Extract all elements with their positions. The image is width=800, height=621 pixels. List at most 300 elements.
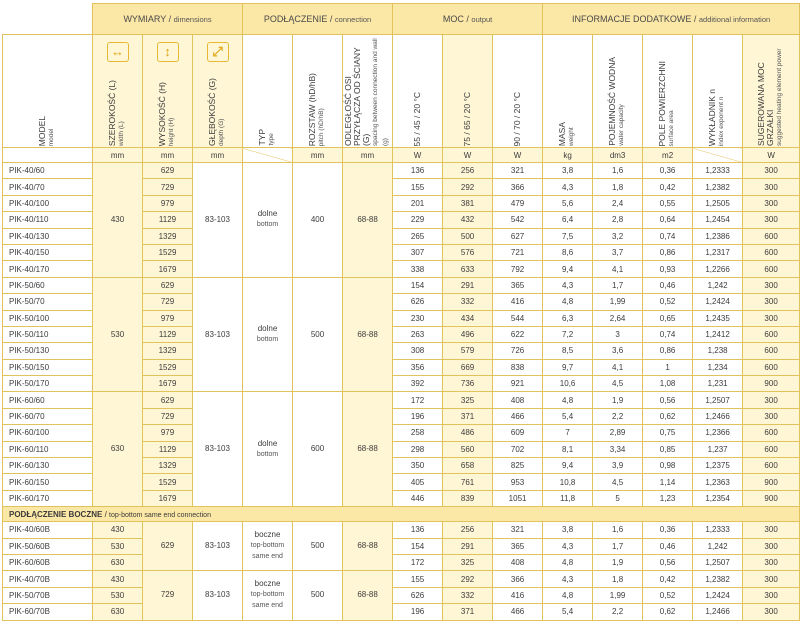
heater-cell: 600 [743, 244, 800, 260]
side-connection-rows [3, 522, 800, 620]
corner-blank [3, 4, 93, 35]
unit-depth: mm [193, 148, 243, 163]
output-75-cell: 332 [443, 587, 493, 603]
model-cell: PIK-40/110 [3, 212, 93, 228]
water-cell: 3,9 [593, 458, 643, 474]
water-cell: 1,9 [593, 554, 643, 570]
output-90-cell: 838 [493, 359, 543, 375]
col-mass: MASA weight [543, 35, 593, 148]
output-55-cell: 230 [393, 310, 443, 326]
width-cell: 530 [93, 538, 143, 554]
output-90-cell: 1051 [493, 490, 543, 506]
model-cell: PIK-40/100 [3, 195, 93, 211]
heater-cell: 300 [743, 554, 800, 570]
surface-cell: 0,62 [643, 408, 693, 424]
heater-cell: 300 [743, 310, 800, 326]
water-cell: 4,1 [593, 261, 643, 277]
unit-heater: W [743, 148, 800, 163]
output-90-cell: 365 [493, 277, 543, 293]
output-90-cell: 366 [493, 179, 543, 195]
col-surface-area: POLE POWIERZCHNI surface area [643, 35, 693, 148]
height-cell: 1679 [143, 490, 193, 506]
output-75-cell: 256 [443, 163, 493, 179]
model-cell: PIK-40/70B [3, 571, 93, 587]
width-cell: 630 [93, 392, 143, 507]
output-55-cell: 172 [393, 554, 443, 570]
col-output-55: 55 / 45 / 20 °C [393, 35, 443, 148]
output-90-cell: 365 [493, 538, 543, 554]
height-cell: 979 [143, 425, 193, 441]
mass-cell: 4,3 [543, 179, 593, 195]
surface-cell: 0,74 [643, 228, 693, 244]
group-additional-info: INFORMACJE DODATKOWE / additional information [543, 4, 800, 35]
mass-cell: 6,4 [543, 212, 593, 228]
col-output-75: 75 / 65 / 20 °C [443, 35, 493, 148]
heater-cell: 300 [743, 163, 800, 179]
pitch-cell: 500 [293, 522, 343, 571]
mass-cell: 4,8 [543, 392, 593, 408]
unit-exponent [693, 148, 743, 163]
mass-cell: 8,1 [543, 441, 593, 457]
exponent-cell: 1,2317 [693, 244, 743, 260]
table-row [3, 587, 800, 603]
exponent-cell: 1,2382 [693, 571, 743, 587]
output-90-cell: 321 [493, 163, 543, 179]
mass-cell: 5,6 [543, 195, 593, 211]
model-cell: PIK-40/130 [3, 228, 93, 244]
output-90-cell: 622 [493, 326, 543, 342]
output-75-cell: 371 [443, 604, 493, 620]
heater-cell: 300 [743, 212, 800, 228]
col-pitch: ROZSTAW (hD/hB) pitch (hD/hB) [293, 35, 343, 148]
heater-cell: 600 [743, 343, 800, 359]
water-cell: 4,5 [593, 376, 643, 392]
col-type: TYP type [243, 35, 293, 148]
heater-cell: 600 [743, 228, 800, 244]
output-55-cell: 229 [393, 212, 443, 228]
exponent-cell: 1,2454 [693, 212, 743, 228]
heater-cell: 300 [743, 277, 800, 293]
output-75-cell: 576 [443, 244, 493, 260]
surface-cell: 0,55 [643, 195, 693, 211]
output-75-cell: 633 [443, 261, 493, 277]
model-cell: PIK-60/170 [3, 490, 93, 506]
exponent-cell: 1,2424 [693, 587, 743, 603]
surface-cell: 0,36 [643, 522, 693, 538]
water-cell: 2,89 [593, 425, 643, 441]
depth-cell: 83-103 [193, 163, 243, 278]
heater-cell: 600 [743, 425, 800, 441]
depth-cell: 83-103 [193, 571, 243, 620]
col-water-capacity: POJEMNOŚĆ WODNA water capacity [593, 35, 643, 148]
water-cell: 1,99 [593, 587, 643, 603]
surface-cell: 0,86 [643, 244, 693, 260]
model-cell: PIK-60/70B [3, 604, 93, 620]
output-75-cell: 432 [443, 212, 493, 228]
output-55-cell: 626 [393, 587, 443, 603]
group-connection: PODŁĄCZENIE / connection [243, 4, 393, 35]
width-cell: 630 [93, 554, 143, 570]
output-55-cell: 446 [393, 490, 443, 506]
width-cell: 630 [93, 604, 143, 620]
mass-cell: 7,5 [543, 228, 593, 244]
output-75-cell: 381 [443, 195, 493, 211]
water-cell: 5 [593, 490, 643, 506]
water-cell: 1,8 [593, 571, 643, 587]
output-75-cell: 332 [443, 294, 493, 310]
mass-cell: 10,8 [543, 474, 593, 490]
height-cell: 729 [143, 571, 193, 620]
surface-cell: 0,56 [643, 554, 693, 570]
exponent-cell: 1,2412 [693, 326, 743, 342]
heater-cell: 300 [743, 538, 800, 554]
output-90-cell: 366 [493, 571, 543, 587]
model-cell: PIK-50/170 [3, 376, 93, 392]
exponent-cell: 1,2333 [693, 163, 743, 179]
unit-output-75: W [443, 148, 493, 163]
exponent-cell: 1,2266 [693, 261, 743, 277]
exponent-cell: 1,2466 [693, 408, 743, 424]
heater-cell: 900 [743, 474, 800, 490]
exponent-cell: 1,2363 [693, 474, 743, 490]
output-55-cell: 338 [393, 261, 443, 277]
spacing-cell: 68-88 [343, 277, 393, 392]
exponent-cell: 1,242 [693, 277, 743, 293]
unit-height: mm [143, 148, 193, 163]
output-75-cell: 736 [443, 376, 493, 392]
width-cell: 430 [93, 163, 143, 278]
model-cell: PIK-60/130 [3, 458, 93, 474]
height-cell: 979 [143, 195, 193, 211]
exponent-cell: 1,234 [693, 359, 743, 375]
mass-cell: 6,3 [543, 310, 593, 326]
output-90-cell: 479 [493, 195, 543, 211]
height-cell: 729 [143, 179, 193, 195]
output-75-cell: 325 [443, 392, 493, 408]
output-75-cell: 658 [443, 458, 493, 474]
height-cell: 979 [143, 310, 193, 326]
exponent-cell: 1,2366 [693, 425, 743, 441]
output-75-cell: 486 [443, 425, 493, 441]
mass-cell: 5,4 [543, 408, 593, 424]
output-55-cell: 308 [393, 343, 443, 359]
col-heater-power: SUGEROWANA MOC GRZAŁKI suggested heating element power [743, 35, 800, 148]
output-75-cell: 292 [443, 179, 493, 195]
surface-cell: 0,36 [643, 163, 693, 179]
output-55-cell: 405 [393, 474, 443, 490]
water-cell: 2,2 [593, 408, 643, 424]
surface-cell: 0,56 [643, 392, 693, 408]
surface-cell: 0,74 [643, 326, 693, 342]
exponent-cell: 1,2375 [693, 458, 743, 474]
width-cell: 530 [93, 587, 143, 603]
heater-cell: 300 [743, 408, 800, 424]
water-cell: 4,1 [593, 359, 643, 375]
output-55-cell: 392 [393, 376, 443, 392]
surface-cell: 0,65 [643, 310, 693, 326]
height-cell: 1129 [143, 212, 193, 228]
water-cell: 2,4 [593, 195, 643, 211]
heater-cell: 300 [743, 587, 800, 603]
unit-mass: kg [543, 148, 593, 163]
height-cell: 729 [143, 294, 193, 310]
group-dimensions: WYMIARY / dimensions [93, 4, 243, 35]
mass-cell: 9,4 [543, 261, 593, 277]
output-75-cell: 325 [443, 554, 493, 570]
output-55-cell: 155 [393, 179, 443, 195]
unit-model [3, 148, 93, 163]
output-90-cell: 953 [493, 474, 543, 490]
pitch-cell: 600 [293, 392, 343, 507]
mass-cell: 9,7 [543, 359, 593, 375]
water-cell: 1,7 [593, 538, 643, 554]
height-cell: 1679 [143, 376, 193, 392]
table-row [3, 538, 800, 554]
water-cell: 3,7 [593, 244, 643, 260]
output-90-cell: 408 [493, 554, 543, 570]
output-90-cell: 466 [493, 604, 543, 620]
table-row [3, 163, 800, 179]
heater-cell: 300 [743, 195, 800, 211]
exponent-cell: 1,2386 [693, 228, 743, 244]
output-90-cell: 609 [493, 425, 543, 441]
col-width: ↔ SZEROKOŚĆ (L) width (L) [93, 35, 143, 148]
unit-output-55: W [393, 148, 443, 163]
horizontal-arrows-icon: ↔ [107, 42, 129, 62]
water-cell: 1,99 [593, 294, 643, 310]
surface-cell: 0,42 [643, 179, 693, 195]
spacing-cell: 68-88 [343, 522, 393, 571]
type-cell: boczne top-bottom same end [243, 522, 293, 571]
exponent-cell: 1,2354 [693, 490, 743, 506]
surface-cell: 0,52 [643, 294, 693, 310]
model-cell: PIK-60/100 [3, 425, 93, 441]
mass-cell: 4,8 [543, 294, 593, 310]
surface-cell: 1,23 [643, 490, 693, 506]
output-55-cell: 155 [393, 571, 443, 587]
surface-cell: 1 [643, 359, 693, 375]
height-cell: 629 [143, 163, 193, 179]
mass-cell: 11,8 [543, 490, 593, 506]
height-cell: 629 [143, 392, 193, 408]
height-cell: 1529 [143, 244, 193, 260]
model-cell: PIK-60/150 [3, 474, 93, 490]
model-cell: PIK-60/70 [3, 408, 93, 424]
model-cell: PIK-50/70B [3, 587, 93, 603]
output-55-cell: 356 [393, 359, 443, 375]
output-55-cell: 258 [393, 425, 443, 441]
heater-cell: 600 [743, 441, 800, 457]
exponent-cell: 1,2333 [693, 522, 743, 538]
mass-cell: 7,2 [543, 326, 593, 342]
output-90-cell: 726 [493, 343, 543, 359]
mass-cell: 3,8 [543, 163, 593, 179]
output-55-cell: 350 [393, 458, 443, 474]
model-cell: PIK-50/110 [3, 326, 93, 342]
water-cell: 2,8 [593, 212, 643, 228]
table-row [3, 522, 800, 538]
mass-cell: 5,4 [543, 604, 593, 620]
mass-cell: 4,3 [543, 277, 593, 293]
model-cell: PIK-50/100 [3, 310, 93, 326]
exponent-cell: 1,242 [693, 538, 743, 554]
spacing-cell: 68-88 [343, 163, 393, 278]
output-55-cell: 172 [393, 392, 443, 408]
surface-cell: 0,98 [643, 458, 693, 474]
output-75-cell: 669 [443, 359, 493, 375]
mass-cell: 4,8 [543, 554, 593, 570]
output-55-cell: 136 [393, 522, 443, 538]
mass-cell: 10,6 [543, 376, 593, 392]
height-cell: 1329 [143, 228, 193, 244]
exponent-cell: 1,238 [693, 343, 743, 359]
output-90-cell: 466 [493, 408, 543, 424]
water-cell: 1,6 [593, 163, 643, 179]
water-cell: 3,6 [593, 343, 643, 359]
output-90-cell: 721 [493, 244, 543, 260]
surface-cell: 0,86 [643, 343, 693, 359]
water-cell: 3,2 [593, 228, 643, 244]
surface-cell: 0,64 [643, 212, 693, 228]
model-cell: PIK-60/60B [3, 554, 93, 570]
output-55-cell: 196 [393, 604, 443, 620]
spacing-cell: 68-88 [343, 571, 393, 620]
mass-cell: 9,4 [543, 458, 593, 474]
depth-cell: 83-103 [193, 392, 243, 507]
table-row [3, 392, 800, 408]
surface-cell: 0,62 [643, 604, 693, 620]
spacing-cell: 68-88 [343, 392, 393, 507]
output-55-cell: 154 [393, 277, 443, 293]
output-75-cell: 291 [443, 277, 493, 293]
exponent-cell: 1,2435 [693, 310, 743, 326]
pitch-cell: 500 [293, 277, 343, 392]
unit-spacing: mm [343, 148, 393, 163]
output-55-cell: 626 [393, 294, 443, 310]
height-cell: 629 [143, 522, 193, 571]
unit-output-90: W [493, 148, 543, 163]
unit-surface: m2 [643, 148, 693, 163]
height-cell: 1529 [143, 474, 193, 490]
mass-cell: 8,6 [543, 244, 593, 260]
output-55-cell: 154 [393, 538, 443, 554]
output-90-cell: 921 [493, 376, 543, 392]
heater-cell: 600 [743, 359, 800, 375]
output-55-cell: 265 [393, 228, 443, 244]
output-90-cell: 408 [493, 392, 543, 408]
output-90-cell: 542 [493, 212, 543, 228]
heater-cell: 600 [743, 458, 800, 474]
heater-cell: 300 [743, 571, 800, 587]
surface-cell: 0,75 [643, 425, 693, 441]
heater-cell: 600 [743, 326, 800, 342]
model-cell: PIK-50/60B [3, 538, 93, 554]
mass-cell: 8,5 [543, 343, 593, 359]
unit-pitch: mm [293, 148, 343, 163]
table-row [3, 554, 800, 570]
water-cell: 3 [593, 326, 643, 342]
mass-cell: 7 [543, 425, 593, 441]
output-75-cell: 496 [443, 326, 493, 342]
pitch-cell: 400 [293, 163, 343, 278]
output-55-cell: 307 [393, 244, 443, 260]
output-90-cell: 792 [493, 261, 543, 277]
output-90-cell: 416 [493, 587, 543, 603]
output-55-cell: 136 [393, 163, 443, 179]
surface-cell: 1,14 [643, 474, 693, 490]
heater-cell: 300 [743, 522, 800, 538]
output-75-cell: 256 [443, 522, 493, 538]
output-75-cell: 761 [443, 474, 493, 490]
model-cell: PIK-50/70 [3, 294, 93, 310]
depth-cell: 83-103 [193, 277, 243, 392]
output-75-cell: 434 [443, 310, 493, 326]
type-cell: dolne bottom [243, 277, 293, 392]
table-row [3, 571, 800, 587]
output-75-cell: 839 [443, 490, 493, 506]
width-cell: 430 [93, 571, 143, 587]
heater-cell: 600 [743, 261, 800, 277]
radiator-spec-table [2, 3, 800, 621]
model-cell: PIK-40/70 [3, 179, 93, 195]
model-cell: PIK-50/130 [3, 343, 93, 359]
bottom-connection-rows [3, 163, 800, 507]
heater-cell: 300 [743, 179, 800, 195]
side-connection-section-title: PODŁĄCZENIE BOCZNE / top-bottom same end connection [3, 507, 800, 522]
mass-cell: 4,3 [543, 571, 593, 587]
exponent-cell: 1,231 [693, 376, 743, 392]
col-spacing: ODLEGŁOŚĆ OSI PRZYŁĄCZA OD ŚCIANY (G) spacing between connection and wall (g) [343, 35, 393, 148]
height-cell: 629 [143, 277, 193, 293]
model-cell: PIK-50/150 [3, 359, 93, 375]
surface-cell: 0,93 [643, 261, 693, 277]
output-75-cell: 371 [443, 408, 493, 424]
exponent-cell: 1,2507 [693, 554, 743, 570]
height-cell: 1679 [143, 261, 193, 277]
output-90-cell: 702 [493, 441, 543, 457]
unit-width: mm [93, 148, 143, 163]
col-height: ↕ WYSOKOŚĆ (H) height (H) [143, 35, 193, 148]
output-75-cell: 500 [443, 228, 493, 244]
diagonal-arrows-icon: ⤢ [207, 42, 229, 62]
output-90-cell: 627 [493, 228, 543, 244]
output-90-cell: 544 [493, 310, 543, 326]
water-cell: 1,7 [593, 277, 643, 293]
output-55-cell: 298 [393, 441, 443, 457]
unit-water: dm3 [593, 148, 643, 163]
water-cell: 2,64 [593, 310, 643, 326]
surface-cell: 0,42 [643, 571, 693, 587]
unit-type [243, 148, 293, 163]
width-cell: 530 [93, 277, 143, 392]
output-75-cell: 560 [443, 441, 493, 457]
exponent-cell: 1,2466 [693, 604, 743, 620]
water-cell: 3,34 [593, 441, 643, 457]
water-cell: 4,5 [593, 474, 643, 490]
output-55-cell: 263 [393, 326, 443, 342]
output-90-cell: 321 [493, 522, 543, 538]
surface-cell: 0,46 [643, 538, 693, 554]
type-cell: boczne top-bottom same end [243, 571, 293, 620]
output-55-cell: 196 [393, 408, 443, 424]
height-cell: 1329 [143, 458, 193, 474]
height-cell: 729 [143, 408, 193, 424]
heater-cell: 900 [743, 490, 800, 506]
height-cell: 1529 [143, 359, 193, 375]
mass-cell: 4,8 [543, 587, 593, 603]
output-90-cell: 416 [493, 294, 543, 310]
width-cell: 430 [93, 522, 143, 538]
